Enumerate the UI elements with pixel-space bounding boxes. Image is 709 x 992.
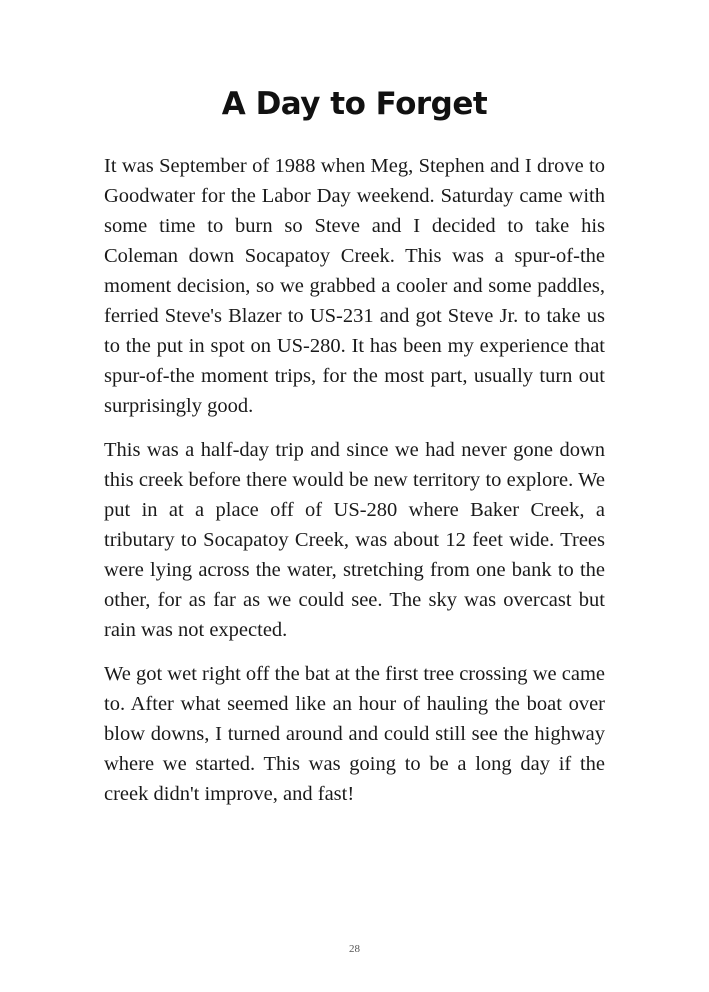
- paragraph-3: We got wet right off the bat at the first tree crossing we came to. After what seemed like an hour of hauling the boat over blow downs, I turned around and could still see the highway where we started. This was going to be a long day if the creek didn't improve, and fast!: [104, 663, 605, 805]
- page-number: 28: [349, 943, 360, 955]
- paragraph-1: It was September of 1988 when Meg, Stephen and I drove to Goodwater for the Labor Day weekend. Saturday came with some time to burn so Steve and I decided to take his Coleman down Socapatoy Creek. This was a spur-of-the moment decision, so we grabbed a cooler and some paddles, ferried Steve's Blazer to US-231 and got Steve Jr. to take us to the put in spot on US-280. It has been my experience that spur-of-the moment trips, for the most part, usually turn out surprisingly good.: [104, 155, 605, 417]
- page-title: A Day to Forget: [221, 86, 488, 122]
- body-text: [104, 151, 605, 823]
- paragraph-2: This was a half-day trip and since we had never gone down this creek before there would be new territory to explore. We put in at a place off of US-280 where Baker Creek, a tributary to Socapatoy Creek, was about 12 feet wide. Trees were lying across the water, stretching from one bank to the other, for as far as we could see. The sky was overcast but rain was not expected.: [104, 439, 605, 641]
